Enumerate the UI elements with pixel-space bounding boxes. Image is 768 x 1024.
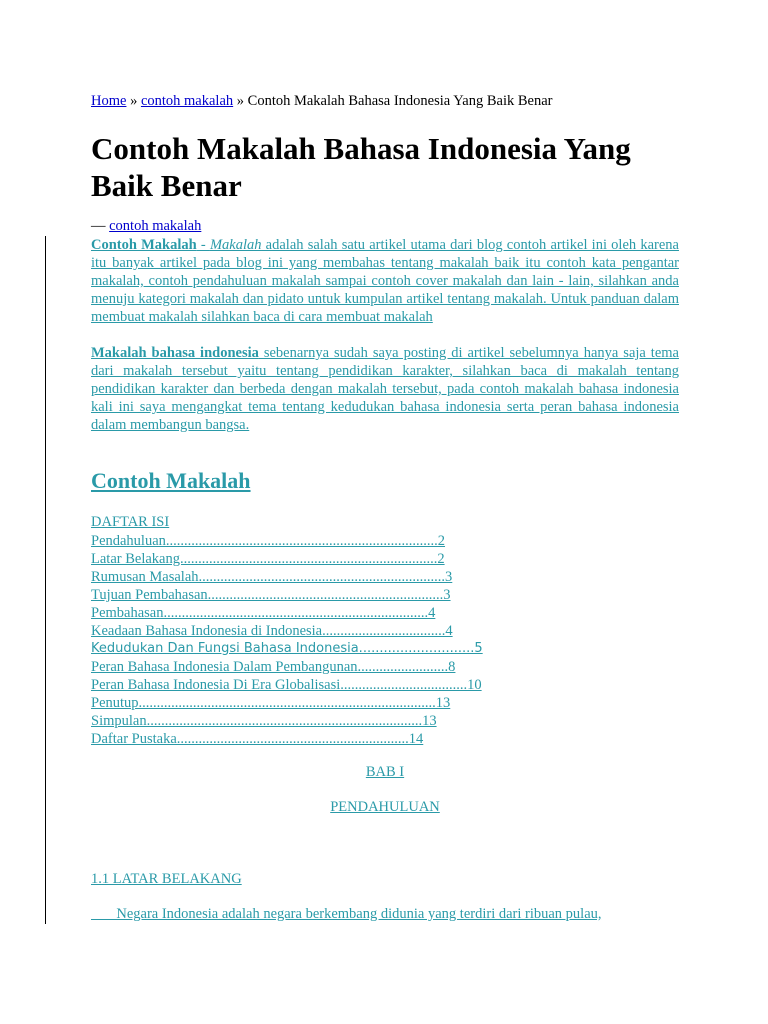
- breadcrumb: [91, 93, 553, 110]
- toc-item[interactable]: Tujuan Pembahasan.................................................................3: [91, 587, 451, 603]
- toc-item[interactable]: Penutup..................................................................................13: [91, 695, 451, 711]
- toc-item[interactable]: Keadaan Bahasa Indonesia di Indonesia..................................4: [91, 623, 453, 639]
- table-of-contents: [91, 532, 483, 748]
- toc-item[interactable]: Simpulan............................................................................13: [91, 713, 437, 729]
- second-paragraph-text: sebenarnya sudah saya posting di artikel sebelumnya hanya saja tema dari makalah tersebut yaitu tentang pendidikan karakter, silahkan baca di makalah tentang pendidikan karakter dan berbeda dengan makalah tersebut, pada contoh makalah bahasa indonesia kali ini saya mengangkat tema tentang kedudukan bahasa indonesia serta peran bahasa indonesia dalam membangun bangsa.: [91, 345, 679, 433]
- breadcrumb-separator: »: [126, 93, 141, 109]
- breadcrumb-separator: »: [233, 93, 248, 109]
- breadcrumb-current: Contoh Makalah Bahasa Indonesia Yang Baik Benar: [247, 93, 553, 109]
- breadcrumb-category-link[interactable]: contoh makalah: [140, 93, 234, 109]
- toc-item[interactable]: Daftar Pustaka................................................................14: [91, 731, 424, 747]
- chapter-title: PENDAHULUAN: [330, 799, 440, 815]
- second-paragraph-bold: Makalah bahasa indonesia: [91, 345, 259, 361]
- left-margin-line: [45, 236, 46, 924]
- byline: [91, 218, 201, 235]
- byline-dash: —: [91, 218, 110, 234]
- byline-category-link[interactable]: contoh makalah: [109, 218, 202, 234]
- intro-italic: Makalah: [209, 237, 262, 253]
- toc-item[interactable]: Peran Bahasa Indonesia Dalam Pembangunan.........................8: [91, 659, 456, 675]
- intro-paragraph[interactable]: [91, 236, 679, 326]
- second-paragraph[interactable]: [91, 344, 679, 434]
- body-paragraph: Negara Indonesia adalah negara berkembang didunia yang terdiri dari ribuan pulau,: [91, 906, 602, 922]
- toc-item[interactable]: Pembahasan.........................................................................4: [91, 605, 436, 621]
- breadcrumb-home-link[interactable]: Home: [91, 93, 127, 109]
- intro-text: adalah salah satu artikel utama dari blog contoh artikel ini oleh karena itu banyak artikel pada blog ini yang membahas tentang makalah baik itu contoh kata pengantar makalah, contoh pendahuluan makalah sampai contoh cover makalah dan lain - lain, silahkan anda menuju kategori makalah dan pidato untuk kumpulan artikel tentang makalah. Untuk panduan dalam membuat makalah silahkan baca di cara membuat makalah: [91, 237, 679, 325]
- toc-item[interactable]: Pendahuluan...........................................................................2: [91, 533, 446, 549]
- subsection-heading: 1.1 LATAR BELAKANG: [91, 871, 242, 887]
- chapter-label: BAB I: [365, 764, 405, 780]
- toc-item[interactable]: Latar Belakang.......................................................................2: [91, 551, 445, 567]
- toc-title: DAFTAR ISI: [91, 514, 170, 530]
- page-title: Contoh Makalah Bahasa Indonesia Yang Baik Benar: [91, 131, 631, 203]
- toc-item[interactable]: Peran Bahasa Indonesia Di Era Globalisasi...................................10: [91, 677, 482, 693]
- intro-bold: Contoh Makalah: [91, 237, 197, 253]
- toc-item[interactable]: Kedudukan Dan Fungsi Bahasa Indonesia............................5: [91, 641, 483, 656]
- intro-dash: -: [196, 237, 210, 253]
- toc-item[interactable]: Rumusan Masalah....................................................................3: [91, 569, 453, 585]
- section-heading[interactable]: Contoh Makalah: [91, 468, 251, 493]
